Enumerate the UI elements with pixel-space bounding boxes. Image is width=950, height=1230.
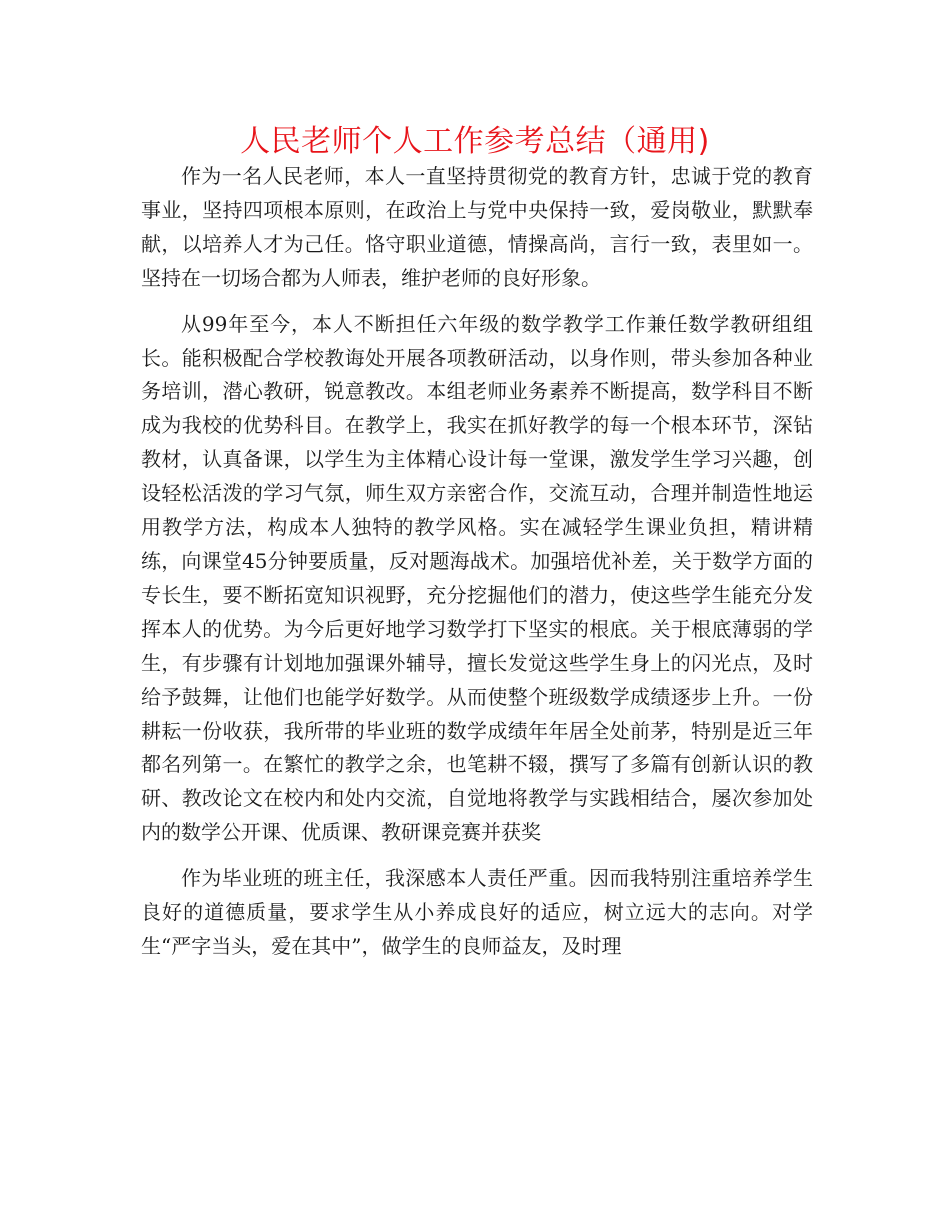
document-title: 人民老师个人工作参考总结（通用) bbox=[240, 124, 710, 159]
paragraph-2: 从99年至今，本人不断担任六年级的数学教学工作兼任数学教研组组长。能积极配合学校教诲处开展各项教研活动，以身作则，带头参加各种业务培训，潜心教研，锐意教改。本组老师业务素养不断提高，数学科目不断成为我校的优势科目。在教学上，我实在抓好教学的每一个根本环节，深钻教材，认真备课，以学生为主体精心设计每一堂课，激发学生学习兴趣，创设轻松活泼的学习气氛，师生双方亲密合作，交流互动，合理并制造性地运用教学方法，构成本人独特的教学风格。实在减轻学生课业负担，精讲精练，向课堂45分钟要质量，反对题海战术。加强培优补差，关于数学方面的专长生，要不断拓宽知识视野，充分挖掘他们的潜力，使这些学生能充分发挥本人的优势。为今后更好地学习数学打下坚实的根底。关于根底薄弱的学生，有步骤有计划地加强课外辅导，擅长发觉这些学生身上的闪光点，及时给予鼓舞，让他们也能学好数学。从而使整个班级数学成绩逐步上升。一份耕耘一份收获，我所带的毕业班的数学成绩年年居全处前茅，特别是近三年都名列第一。在繁忙的教学之余，也笔耕不辍，撰写了多篇有创新认识的教研、教改论文在校内和处内交流，自觉地将教学与实践相结合，屡次参加处内的数学公开课、优质课、教研课竞赛并获奖 bbox=[141, 311, 813, 845]
paragraph-1: 作为一名人民老师，本人一直坚持贯彻党的教育方针，忠诚于党的教育事业，坚持四项根本原则，在政治上与党中央保持一致，爱岗敬业，默默奉献，以培养人才为己任。恪守职业道德，情操高尚，言行一致，表里如一。坚持在一切场合都为人师表，维护老师的良好形象。 bbox=[141, 164, 813, 290]
paragraph-3: 作为毕业班的班主任，我深感本人责任严重。因而我特别注重培养学生良好的道德质量，要求学生从小养成良好的适应，树立远大的志向。对学生“严字当头，爱在其中”，做学生的良师益友，及时理 bbox=[141, 866, 813, 958]
document-body bbox=[141, 160, 813, 976]
